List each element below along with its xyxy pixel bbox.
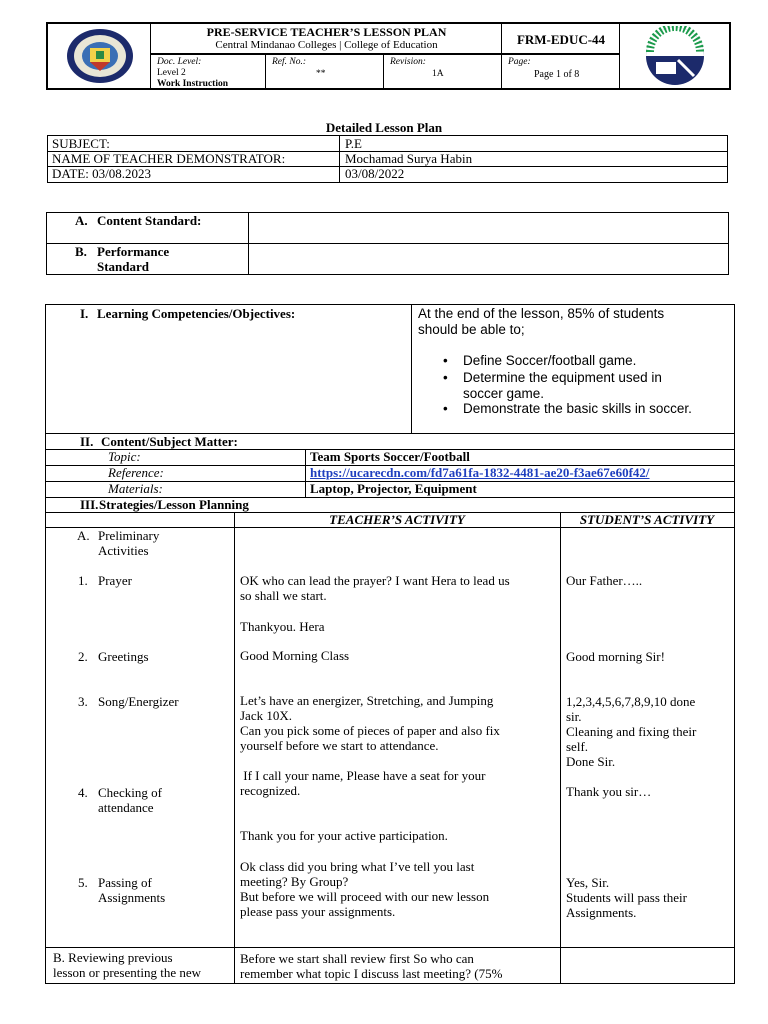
ref-no-label: Ref. No.: [272,57,307,67]
form-code-cell [502,24,620,54]
reference-link[interactable] [310,465,650,480]
content-standard-label: Content Standard: [97,213,202,228]
page-label: Page: [508,57,531,67]
teacher-line-5: Let’s have an energizer, Stretching, and Jumping [240,693,494,708]
greetings-label: Greetings [98,649,149,664]
prelim-label-2: Activities [98,543,149,558]
materials-label: Materials: [108,481,163,496]
document-header [46,22,731,90]
student-line-6: self. [566,739,589,754]
review-label-2: lesson or presenting the new [53,965,202,980]
objective-bullet-3: • [443,401,448,416]
student-line-9: Yes, Sir. [566,875,610,890]
doc-level-type: Work Instruction [157,79,228,89]
revision-cell [384,54,502,88]
date-label: DATE: 03/08.2023 [52,166,151,181]
objective-bullet-2: • [443,370,448,385]
prelim-letter: A. [77,528,90,543]
assignments-label-2: Assignments [98,890,166,905]
objective-item-2-cont: soccer game. [463,386,545,401]
subject-matter-heading: Content/Subject Matter: [101,434,238,449]
document-title: Detailed Lesson Plan [325,120,443,135]
reference-url[interactable]: https://ucarecdn.com/fd7a61fa-1832-4481-ae20-f3ae67e60f42/ [310,465,650,480]
teacher-line-1: OK who can lead the prayer? I want Hera to lead us [240,573,510,588]
ref-no-value: ** [316,69,326,79]
objective-item-3: Demonstrate the basic skills in soccer. [463,401,692,416]
date-value: 03/08/2022 [345,166,405,181]
teacher-line-16: Before we start shall review first So who can [240,951,474,966]
performance-standard-label-1: Performance [97,244,170,259]
teacher-line-12: Ok class did you bring what I’ve tell you last [240,859,475,874]
info-table [47,135,728,183]
strategies-number: III. [80,497,99,512]
subject-value: P.E [345,136,362,151]
teacher-line-8: yourself before we start to attendance. [240,738,439,753]
performance-standard-label-2: Standard [97,259,150,274]
form-title: PRE-SERVICE TEACHER’S LESSON PLAN [206,25,447,39]
teacher-value: Mochamad Surya Habin [345,151,473,166]
student-line-3: 1,2,3,4,5,6,7,8,9,10 done [566,694,696,709]
teacher-line-13: meeting? By Group? [240,874,349,889]
form-title-cell [151,24,502,54]
college-of-education-logo-icon [644,26,706,86]
subject-matter-number: II. [80,434,94,449]
student-line-4: sir. [566,709,582,724]
reference-label: Reference: [108,465,164,480]
student-activity-header: STUDENT’S ACTIVITY [579,512,715,527]
page-value: Page 1 of 8 [534,69,580,80]
teacher-line-11: Thank you for your active participation. [240,828,448,843]
subject-label: SUBJECT: [52,136,110,151]
teacher-line-6: Jack 10X. [240,708,292,723]
content-standard-letter: A. [75,213,88,228]
ref-no-cell [266,54,384,88]
objective-item-1: Define Soccer/football game. [463,353,637,368]
prayer-label: Prayer [98,573,132,588]
revision-value: 1A [432,69,444,79]
doc-level-label: Doc. Level: [157,57,202,67]
student-line-8: Thank you sir… [566,784,652,799]
prelim-label-1: Preliminary [98,528,160,543]
objectives-intro-1: At the end of the lesson, 85% of students [418,306,665,321]
topic-value: Team Sports Soccer/Football [310,449,470,464]
objectives-intro-2: should be able to; [418,322,525,337]
topic-label: Topic: [108,449,141,464]
revision-label: Revision: [390,57,426,67]
right-logo-cell [620,24,729,88]
standards-table [46,212,729,275]
review-label-1: B. Reviewing previous [53,950,173,965]
doc-level-value: Level 2 [157,68,186,78]
teacher-line-3: Thankyou. Hera [240,619,325,634]
teacher-line-14: But before we will proceed with our new lesson [240,889,490,904]
teacher-activity-header: TEACHER’S ACTIVITY [329,512,465,527]
doc-level-cell [151,54,266,88]
strategies-heading: Strategies/Lesson Planning [99,497,249,512]
student-line-10: Students will pass their [566,890,687,905]
student-line-5: Cleaning and fixing their [566,724,697,739]
assignments-label-1: Passing of [98,875,152,890]
student-line-7: Done Sir. [566,754,616,769]
materials-value: Laptop, Projector, Equipment [310,481,477,496]
teacher-line-2: so shall we start. [240,588,327,603]
teacher-line-10: recognized. [240,783,301,798]
teacher-line-17: remember what topic I discuss last meeting? (75% [240,966,503,981]
teacher-line-7: Can you pick some of pieces of paper and also fix [240,723,500,738]
objectives-heading: Learning Competencies/Objectives: [97,306,296,321]
institution-name: Central Mindanao Colleges | College of Education [215,39,438,51]
song-number: 3. [78,694,88,709]
teacher-line-15: please pass your assignments. [240,904,396,919]
teacher-line-4: Good Morning Class [240,648,350,663]
student-line-11: Assignments. [566,905,637,920]
teacher-label: NAME OF TEACHER DEMONSTRATOR: [52,151,286,166]
objective-item-2: Determine the equipment used in [463,370,662,385]
page-cell [502,54,620,88]
assignments-number: 5. [78,875,88,890]
form-code: FRM-EDUC-44 [516,32,606,47]
cmc-seal-logo-icon [65,27,135,85]
prayer-number: 1. [78,573,88,588]
lesson-table [45,304,735,984]
teacher-line-9: If I call your name, Please have a seat for your [240,768,486,783]
attendance-number: 4. [78,785,88,800]
student-line-1: Our Father….. [566,573,643,588]
performance-standard-letter: B. [75,244,87,259]
student-line-2: Good morning Sir! [566,649,665,664]
objective-bullet-1: • [443,353,448,368]
attendance-label-2: attendance [98,800,154,815]
attendance-label-1: Checking of [98,785,162,800]
song-label: Song/Energizer [98,694,179,709]
left-logo-cell [48,24,151,88]
objectives-number: I. [80,306,89,321]
greetings-number: 2. [78,649,88,664]
